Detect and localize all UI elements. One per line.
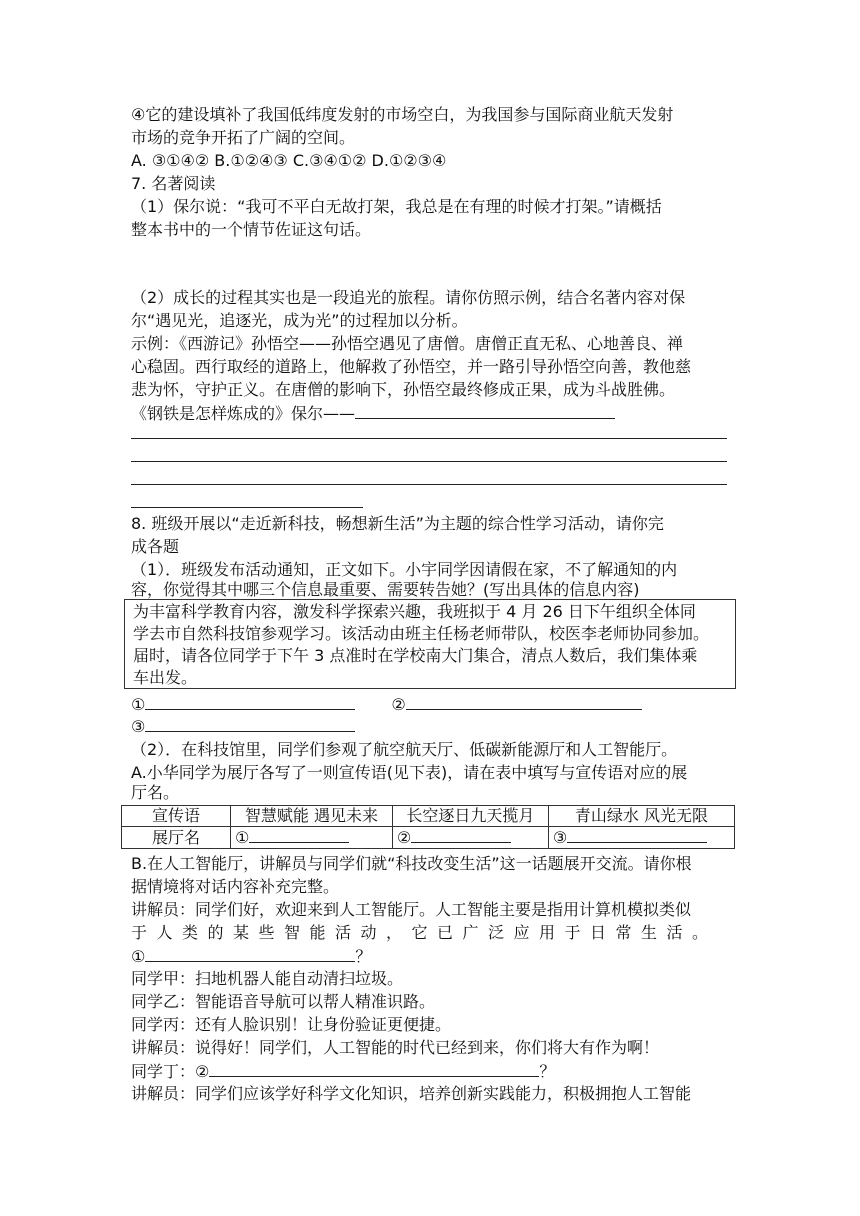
- q6-item4-line1: ④它的建设填补了我国低纬度发射的市场空白，为我国参与国际商业航天发射: [131, 105, 674, 124]
- hall-answer-cell-3[interactable]: [548, 827, 734, 849]
- q6-options: A. ③①④② B.①②④③ C.③④①② D.①②③④: [131, 151, 447, 170]
- hall-answer-cell-2[interactable]: [392, 827, 548, 849]
- q7-part1-line2: 整本书中的一个情节佐证这句话。: [131, 220, 372, 239]
- table-row: [122, 806, 735, 827]
- dialog-guide1-line1: 讲解员：同学们好，欢迎来到人工智能厅。人工智能主要是指用计算机模拟类似: [131, 900, 692, 919]
- q8-title-line2: 成各题: [131, 537, 180, 556]
- hall-answer-cell-1[interactable]: [231, 827, 393, 849]
- info-mark-1: ①: [131, 695, 146, 714]
- dialog-guide2: 讲解员：说得好！同学们，人工智能的时代已经到来，你们将大有作为啊！: [131, 1038, 660, 1057]
- q7-example-line3: 悲为怀，守护正义。在唐僧的影响下，孙悟空最终修成正果，成为斗战胜佛。: [131, 380, 676, 399]
- q7-example-line2: 心稳固。西行取经的道路上，他解救了孙悟空，并一路引导孙悟空向善，教他慈: [131, 357, 692, 376]
- q7-answer-rule-4[interactable]: [131, 507, 363, 508]
- notice-line4: 车出发。: [133, 668, 198, 687]
- table-header-hall: 展厅名: [122, 827, 231, 849]
- q7-part2-line1: （2）成长的过程其实也是一段追光的旅程。请你仿照示例，结合名著内容对保: [131, 288, 686, 307]
- q8-info-answer-line: [131, 693, 731, 716]
- dialog-answer1-line: [131, 945, 731, 968]
- dialog-student-c: 同学丙：还有人脸识别！让身份验证更便捷。: [131, 1015, 452, 1034]
- dialog-guide1-line2: 于人类的某些智能活动，它已广泛应用于日常生活。: [131, 923, 718, 942]
- q7-answer-rule-2[interactable]: [131, 461, 727, 462]
- hall-mark-2: ②: [396, 828, 412, 847]
- info-blank-1[interactable]: [145, 693, 355, 710]
- dialog-guide3: 讲解员：同学们应该学好科学文化知识，培养创新实践能力，积极拥抱人工智能: [131, 1084, 692, 1103]
- q8-part1-line2: 容，你觉得其中哪三个信息最重要、需要转告她？(写出具体的信息内容): [131, 580, 640, 599]
- q7-example-line1: 示例：《西游记》孙悟空——孙悟空遇见了唐僧。唐僧正直无私、心地善良、禅: [131, 334, 684, 353]
- q8-info-answer-line3: [131, 715, 731, 738]
- notice-line3: 届时，请各位同学于下午 3 点准时在学校南大门集合，清点人数后，我们集体乘: [133, 646, 698, 665]
- info-mark-3: ③: [131, 717, 146, 736]
- hall-mark-1: ①: [235, 828, 250, 847]
- notice-line1: 为丰富科学教育内容，激发科学探索兴趣，我班拟于 4 月 26 日下午组织全体同: [133, 602, 696, 621]
- q7-part2-line2: 尔“遇见光，追逐光，成为光”的过程加以分析。: [131, 311, 468, 330]
- q8-partB-line1: B.在人工智能厅，讲解员与同学们就“科技改变生活”这一话题展开交流。请你根: [131, 854, 692, 873]
- dialog-student-d-prefix: 同学丁：②: [131, 1062, 210, 1081]
- q8-partA-line1: A.小华同学为展厅各写了一则宣传语(见下表)，请在表中填写与宣传语对应的展: [131, 763, 688, 782]
- slogan-hall-table: [121, 805, 735, 849]
- notice-line2: 学去市自然科技馆参观学习。该活动由班主任杨老师带队，校医李老师协同参加。: [133, 624, 710, 643]
- info-blank-3[interactable]: [145, 715, 355, 732]
- dialog-student-a: 同学甲：扫地机器人能自动清扫垃圾。: [131, 969, 404, 988]
- info-mark-2: ②: [391, 695, 406, 714]
- dialog-blank-2[interactable]: [209, 1060, 539, 1077]
- q7-answer-blank[interactable]: [355, 402, 615, 419]
- slogan-cell-1: 智慧赋能 遇见未来: [231, 806, 393, 827]
- slogan-cell-2: 长空逐日九天揽月: [392, 806, 548, 827]
- q6-item4-line2: 市场的竞争开拓了广阔的空间。: [131, 128, 356, 147]
- q7-answer-prefix: 《钢铁是怎样炼成的》保尔——: [131, 404, 356, 423]
- activity-notice-box: [124, 599, 736, 689]
- q7-part1-line1: （1）保尔说：“我可不平白无故打架，我总是在有理的时候才打架。”请概括: [131, 197, 662, 216]
- hall-blank-3[interactable]: [567, 827, 707, 843]
- slogan-cell-3: 青山绿水 风光无限: [548, 806, 734, 827]
- q7-answer-line: [131, 402, 731, 425]
- dialog-student-d-line: [131, 1060, 731, 1083]
- info-blank-2[interactable]: [406, 693, 642, 710]
- q7-title: 7. 名著阅读: [131, 174, 216, 193]
- dialog-question-mark-2: ？: [539, 1062, 556, 1081]
- q7-answer-rule-1[interactable]: [131, 438, 727, 439]
- dialog-blank-1[interactable]: [145, 945, 355, 962]
- hall-blank-1[interactable]: [249, 827, 349, 843]
- q7-answer-rule-3[interactable]: [131, 484, 727, 485]
- hall-blank-2[interactable]: [411, 827, 511, 843]
- q8-title-line1: 8. 班级开展以“走近新科技，畅想新生活”为主题的综合性学习活动，请你完: [131, 514, 664, 533]
- q8-part1-line1: （1）．班级发布活动通知，正文如下。小宇同学因请假在家，不了解通知的内: [131, 560, 678, 579]
- dialog-mark-1: ①: [131, 947, 146, 966]
- q8-partA-line2: 厅名。: [131, 783, 180, 802]
- q8-part2-line1: （2）．在科技馆里，同学们参观了航空航天厅、低碳新能源厅和人工智能厅。: [131, 740, 678, 759]
- table-row: [122, 827, 735, 849]
- dialog-question-mark-1: ？: [355, 947, 372, 966]
- q8-partB-line2: 据情境将对话内容补充完整。: [131, 877, 340, 896]
- table-header-slogan: 宣传语: [122, 806, 231, 827]
- hall-mark-3: ③: [552, 828, 568, 847]
- dialog-student-b: 同学乙：智能语音导航可以帮人精准识路。: [131, 992, 436, 1011]
